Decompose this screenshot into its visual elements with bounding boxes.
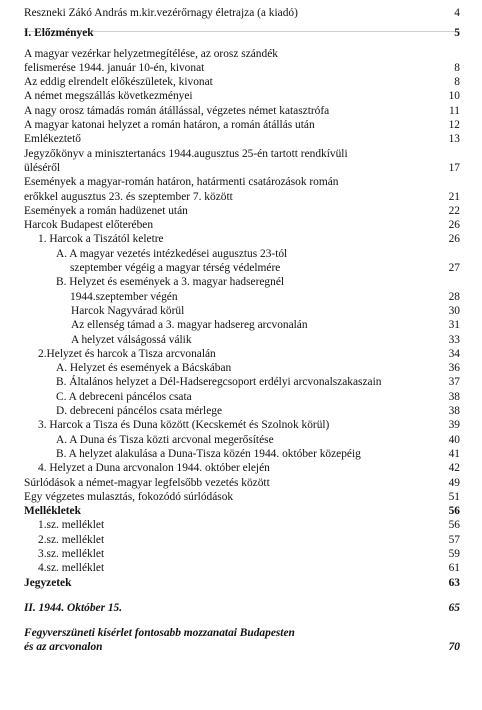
toc-entry-page: 26 [448, 233, 460, 246]
toc-entry[interactable] [24, 404, 460, 418]
toc-entry-page: 8 [454, 76, 460, 89]
toc-entry-page: 12 [448, 119, 460, 132]
toc-entry[interactable] [24, 390, 460, 404]
toc-entry-page: 56 [448, 505, 460, 518]
toc-entry-title: Jegyzőkönyv a minisztertanács 1944.augusztus 25-én tartott rendkívüli üléséről [24, 147, 348, 174]
toc-entry-page: 31 [448, 319, 460, 332]
toc-entry-page: 17 [448, 161, 460, 174]
toc-entry[interactable] [24, 147, 460, 176]
toc-entry-page: 26 [448, 219, 460, 232]
spacer [24, 590, 460, 601]
toc-entry-title: Az eddig elrendelt előkészületek, kivonat [24, 76, 213, 89]
toc-entry-title: A magyar katonai helyzet a román határon, a román átállás után [24, 119, 315, 132]
toc-entry-page: 42 [448, 462, 460, 475]
toc-entry[interactable] [24, 626, 460, 655]
toc-entry-page: 36 [448, 362, 460, 375]
toc-entry-page: 40 [448, 433, 460, 446]
toc-entry[interactable] [24, 375, 460, 389]
toc-entry-title: D. debreceni páncélos csata mérlege [56, 405, 223, 418]
toc-entry-page: 27 [448, 262, 460, 275]
toc-entry[interactable] [24, 232, 460, 246]
toc-entry-title: Harcok Budapest előterében [24, 219, 154, 232]
toc-entry-page: 38 [448, 405, 460, 418]
toc-entry-title: Harcok Nagyvárad körül [71, 304, 185, 317]
toc-entry-page: 57 [448, 533, 460, 546]
toc-entry[interactable] [24, 104, 460, 118]
toc-entry-title: Események a román hadüzenet után [24, 204, 188, 217]
toc-entry-page: 21 [448, 190, 460, 203]
toc-entry-title: Egy végzetes mulasztás, fokozódó súrlódások [24, 490, 234, 503]
toc-entry-title: B. Általános helyzet a Dél-Hadseregcsoport erdélyi arcvonalszakaszain [56, 376, 382, 389]
toc-entry[interactable] [24, 118, 460, 132]
toc-entry[interactable] [24, 47, 460, 76]
toc-entry-title: 2.sz. melléklet [38, 533, 105, 546]
toc-entry[interactable] [24, 576, 460, 590]
toc-entry-title: 1.sz. melléklet [38, 519, 105, 532]
toc-entry[interactable] [24, 361, 460, 375]
toc-entry-title: 3. Harcok a Tisza és Duna között (Kecskemét és Szolnok körül) [38, 419, 330, 432]
toc-entry-page: 34 [448, 347, 460, 360]
toc-entry-title: Az ellenség támad a 3. magyar hadsereg arcvonalán [71, 319, 308, 332]
toc-entry-page: 37 [448, 376, 460, 389]
toc-entry[interactable] [24, 533, 460, 547]
toc-entry-title: II. 1944. Október 15. [24, 601, 123, 614]
spacer [24, 615, 460, 626]
toc-entry[interactable] [24, 461, 460, 475]
toc-entry-page: 33 [448, 333, 460, 346]
toc-entry-title: Súrlódások a német-magyar legfelsőbb vezetés között [24, 476, 270, 489]
toc-entry-title: A nagy orosz támadás román átállással, végzetes német katasztrófa [24, 104, 330, 117]
toc-entry[interactable] [24, 89, 460, 103]
toc-entry-page: 41 [448, 447, 460, 460]
toc-entry-title: Mellékletek [24, 505, 81, 518]
toc-entry-title: A. A magyar vezetés intézkedései augusztus 23-tól szeptember végéig a magyar térség védelmére [56, 247, 288, 275]
toc-entry-title: A. Helyzet és események a Bácskában [56, 362, 232, 375]
toc-entry[interactable] [24, 26, 460, 40]
toc-entry-page: 61 [448, 562, 460, 575]
toc-entry[interactable] [24, 275, 460, 304]
toc-entry-title: A helyzet válságossá válik [71, 333, 192, 346]
toc-entry-page: 8 [454, 61, 460, 74]
toc-entry-page: 5 [454, 27, 460, 40]
toc-entry[interactable] [24, 490, 460, 504]
toc-entry-title: B. Helyzet és események a 3. magyar hadseregnél 1944.szeptember végén [56, 276, 285, 303]
toc-entry-title: Fegyverszüneti kísérlet fontosabb mozzanatai Budapesten és az arcvonalon [24, 627, 295, 654]
toc-entry[interactable] [24, 247, 460, 276]
toc-entry[interactable] [24, 6, 460, 20]
toc-entry-page: 22 [448, 204, 460, 217]
toc-entry-title: Emlékeztető [24, 133, 81, 146]
toc-entry[interactable] [24, 418, 460, 432]
toc-entry-page: 63 [448, 576, 460, 589]
toc-entry[interactable] [24, 476, 460, 490]
toc-entry-title: A magyar vezérkar helyzetmegítélése, az orosz szándék felismerése 1944. január 10-én, kivonat [24, 47, 278, 74]
toc-entry-title: B. A helyzet alakulása a Duna-Tisza közén 1944. október közepéig [56, 447, 361, 460]
toc-entry-page: 4 [454, 7, 460, 19]
toc-entry-title: A. A Duna és Tisza közti arcvonal megerősítése [56, 433, 274, 446]
toc-entry-title: A német megszállás következményei [24, 90, 193, 103]
toc-entry[interactable] [24, 333, 460, 347]
toc-entry-page: 28 [448, 290, 460, 303]
toc-entry-title: 3.sz. melléklet [38, 547, 105, 560]
toc-entry-page: 70 [448, 641, 460, 654]
toc-entry-page: 38 [448, 390, 460, 403]
toc-entry-page: 30 [448, 304, 460, 317]
toc-entry-page: 65 [448, 601, 460, 614]
toc-entry-title: I. Előzmények [24, 27, 94, 40]
toc-entry[interactable] [24, 504, 460, 518]
table-of-contents [24, 6, 460, 655]
toc-entry-title: Jegyzetek [24, 576, 72, 589]
toc-entry[interactable] [24, 601, 460, 615]
toc-entry[interactable] [24, 447, 460, 461]
toc-entry-page: 56 [448, 519, 460, 532]
toc-entry[interactable] [24, 75, 460, 89]
toc-entry-title: C. A debreceni páncélos csata [56, 390, 192, 403]
toc-entry-title: 1. Harcok a Tiszától keletre [38, 233, 164, 246]
toc-entry-title: Reszneki Zákó András m.kir.vezérőrnagy életrajza (a kiadó) [24, 7, 298, 19]
toc-entry-page: 59 [448, 547, 460, 560]
toc-entry-title: 2.Helyzet és harcok a Tisza arcvonalán [38, 347, 216, 360]
toc-entry[interactable] [24, 218, 460, 232]
toc-entry[interactable] [24, 175, 460, 204]
toc-entry[interactable] [24, 561, 460, 575]
toc-entry-title: Események a magyar-román határon, határmenti csatározások román erőkkel augusztus 23. és szeptember 7. között [24, 176, 339, 203]
toc-entry-title: 4.sz. melléklet [38, 562, 105, 575]
toc-entry[interactable] [24, 318, 460, 332]
toc-entry-title: 4. Helyzet a Duna arcvonalon 1944. október elején [38, 462, 270, 475]
toc-entry[interactable] [24, 204, 460, 218]
toc-entry-page: 10 [448, 90, 460, 103]
toc-entry-page: 49 [448, 476, 460, 489]
toc-entry-page: 51 [448, 490, 460, 503]
toc-entry[interactable] [24, 304, 460, 318]
toc-entry[interactable] [24, 547, 460, 561]
toc-entry[interactable] [24, 132, 460, 146]
toc-entry-page: 11 [449, 104, 460, 117]
toc-entry[interactable] [24, 518, 460, 532]
toc-entry-page: 13 [448, 133, 460, 146]
toc-entry[interactable] [24, 433, 460, 447]
toc-entry[interactable] [24, 347, 460, 361]
toc-entry-page: 39 [448, 419, 460, 432]
